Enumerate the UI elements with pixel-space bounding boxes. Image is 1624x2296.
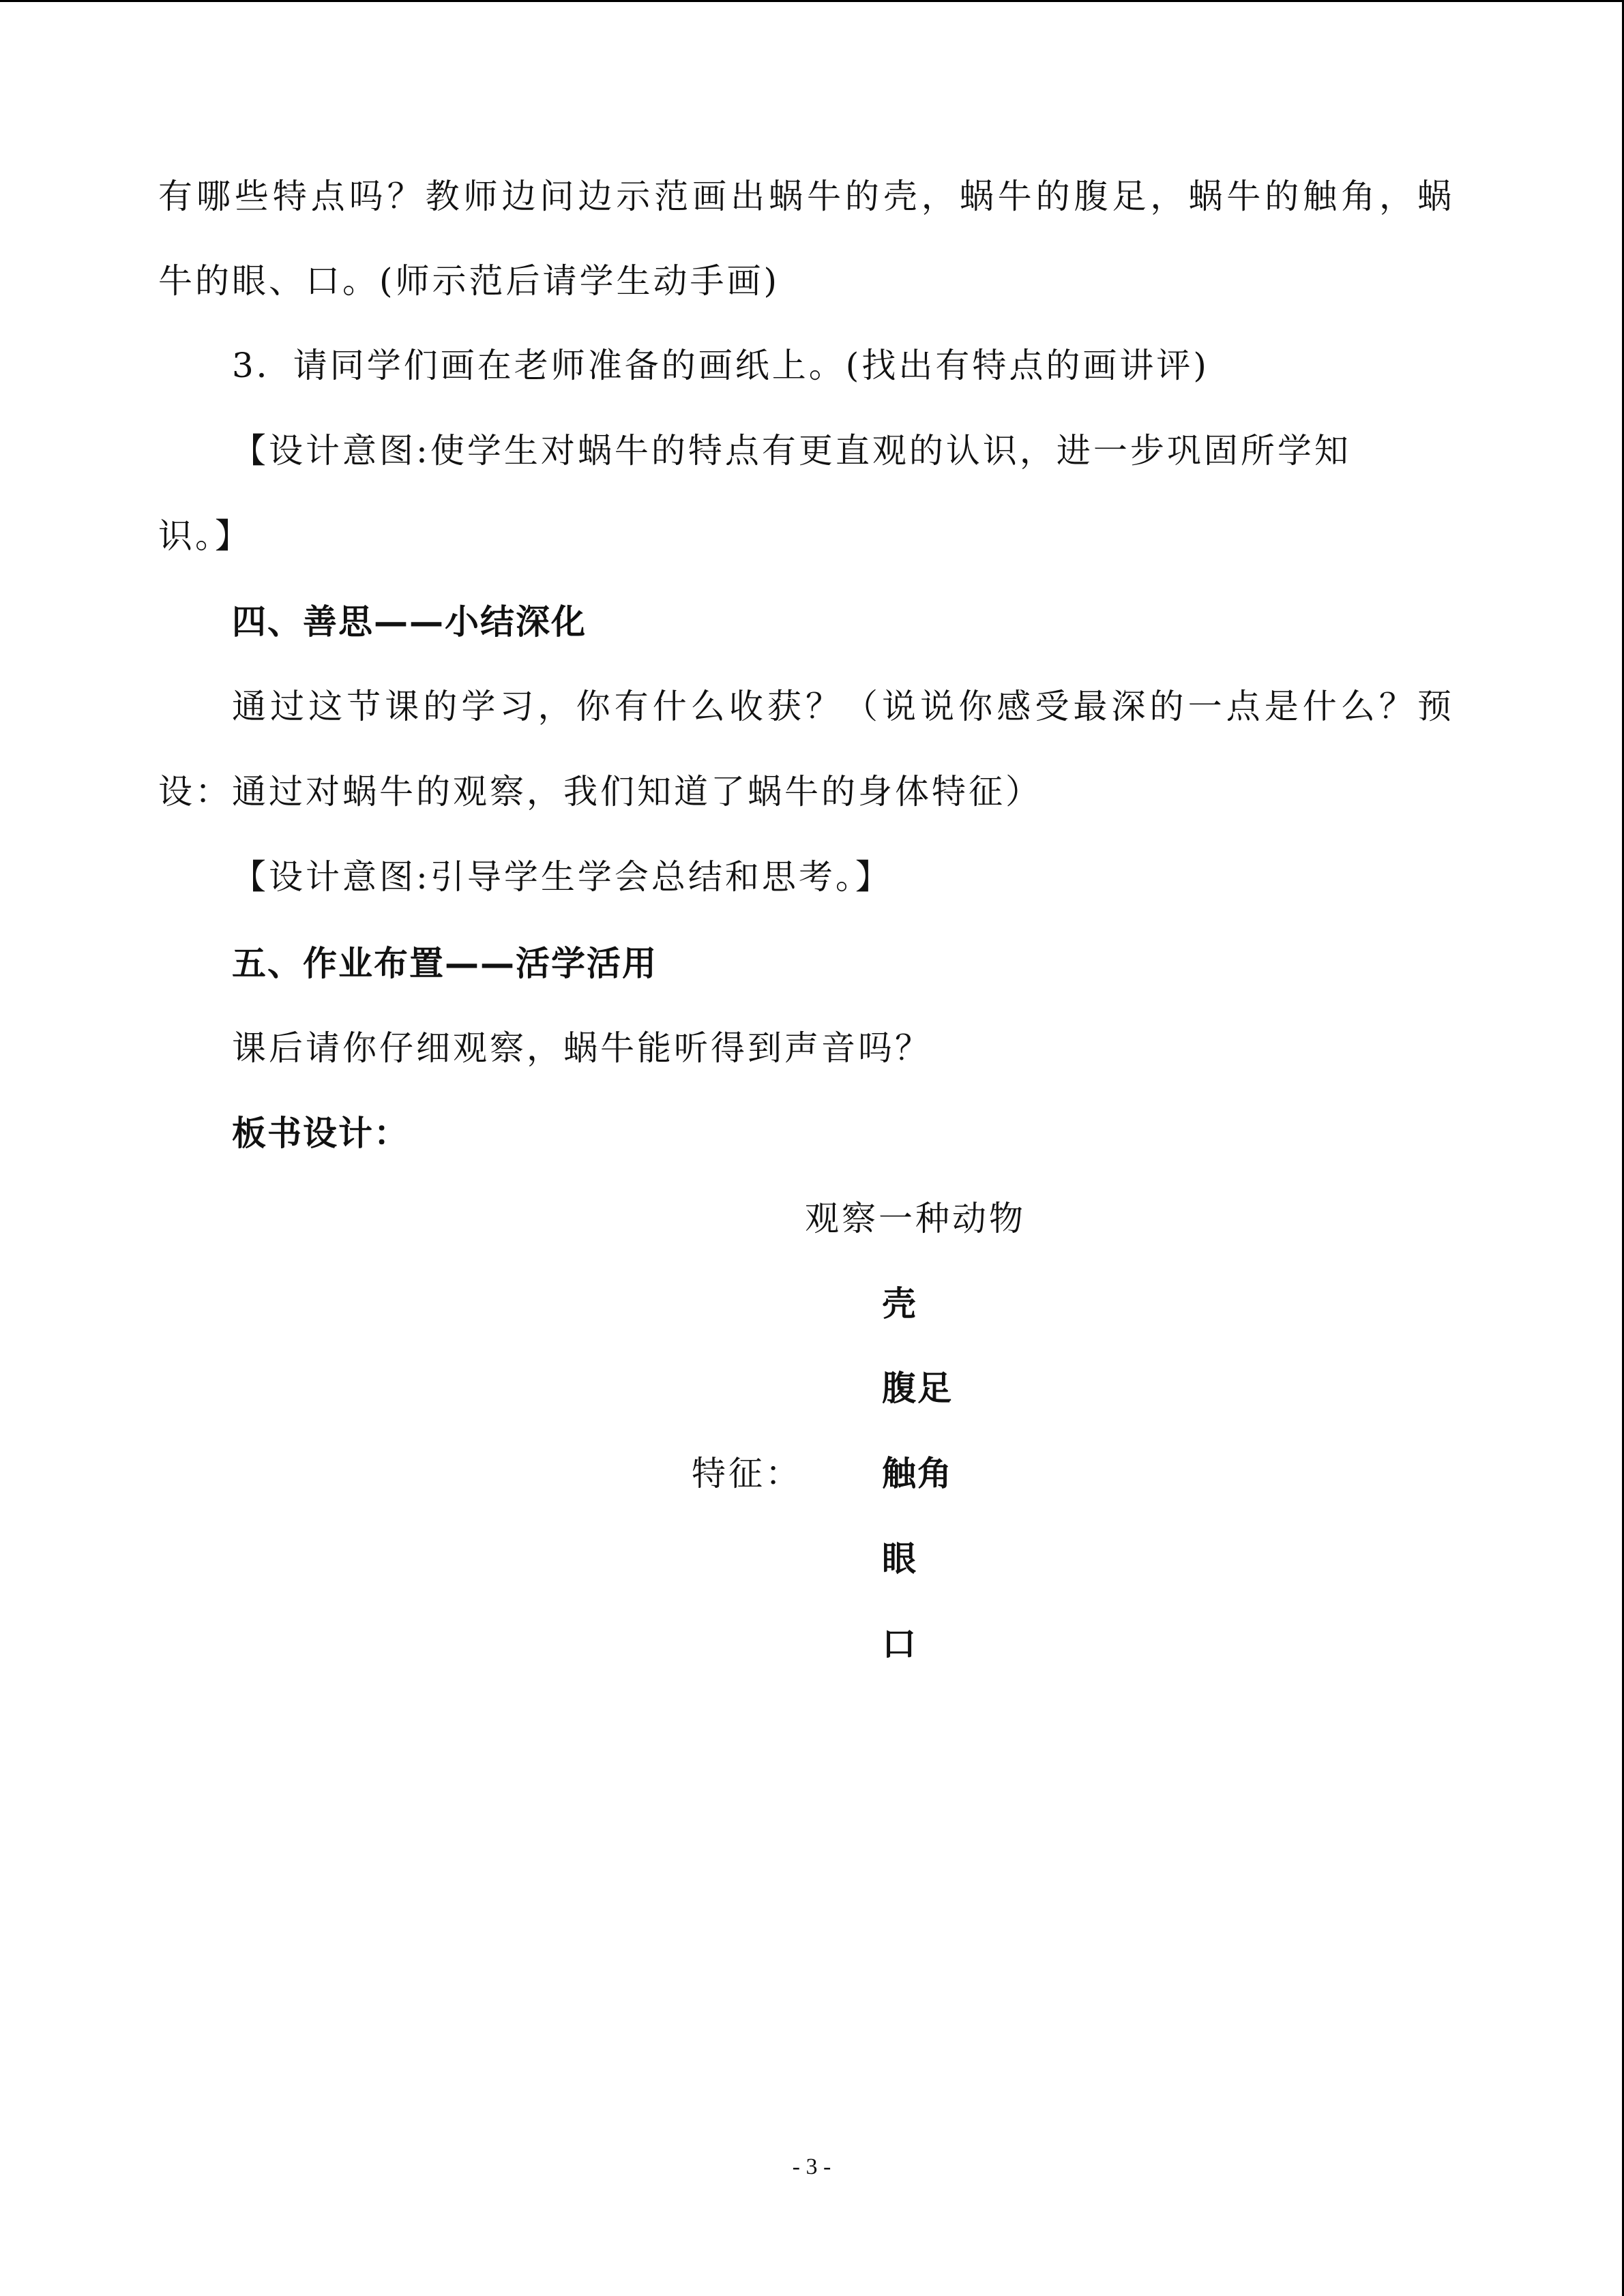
page-number: - 3 - [792,2154,831,2179]
section-4-heading: 四、善思——小结深化 [232,602,587,642]
section-5-heading: 五、作业布置——活学活用 [232,944,658,983]
board-item-mouth: 口 [882,1624,917,1664]
board-feature-label: 特征： [692,1454,802,1493]
board-item-antenna: 触角 [882,1454,953,1493]
summary-line-1: 通过这节课的学习，你有什么收获？（说说你感受最深的一点是什么？预 [232,687,1451,726]
board-item-shell: 壳 [882,1284,917,1324]
paragraph-line-1: 有哪些特点吗？教师边问边示范画出蜗牛的壳，蜗牛的腹足，蜗牛的触角，蜗 [158,177,1451,216]
design-intent-line-2: 识。】 [158,516,252,556]
board-design-heading: 板书设计： [232,1114,409,1153]
board-title: 观察一种动物 [805,1199,1026,1238]
board-item-foot: 腹足 [882,1369,953,1408]
design-intent-line-1: 【设计意图:使学生对蜗牛的特点有更直观的认识，进一步巩固所学知 [232,431,1351,471]
board-item-eye: 眼 [882,1539,917,1579]
summary-line-2: 设：通过对蜗牛的观察，我们知道了蜗牛的身体特征） [158,772,1042,811]
top-border [0,0,1624,2]
design-intent-summary: 【设计意图:引导学生学会总结和思考。】 [232,857,892,897]
step-3-line: 3．请同学们画在老师准备的画纸上。(找出有特点的画讲评) [232,346,1209,385]
homework-line: 课后请你仔细观察，蜗牛能听得到声音吗？ [232,1028,932,1068]
paragraph-line-2: 牛的眼、口。(师示范后请学生动手画) [158,261,780,301]
